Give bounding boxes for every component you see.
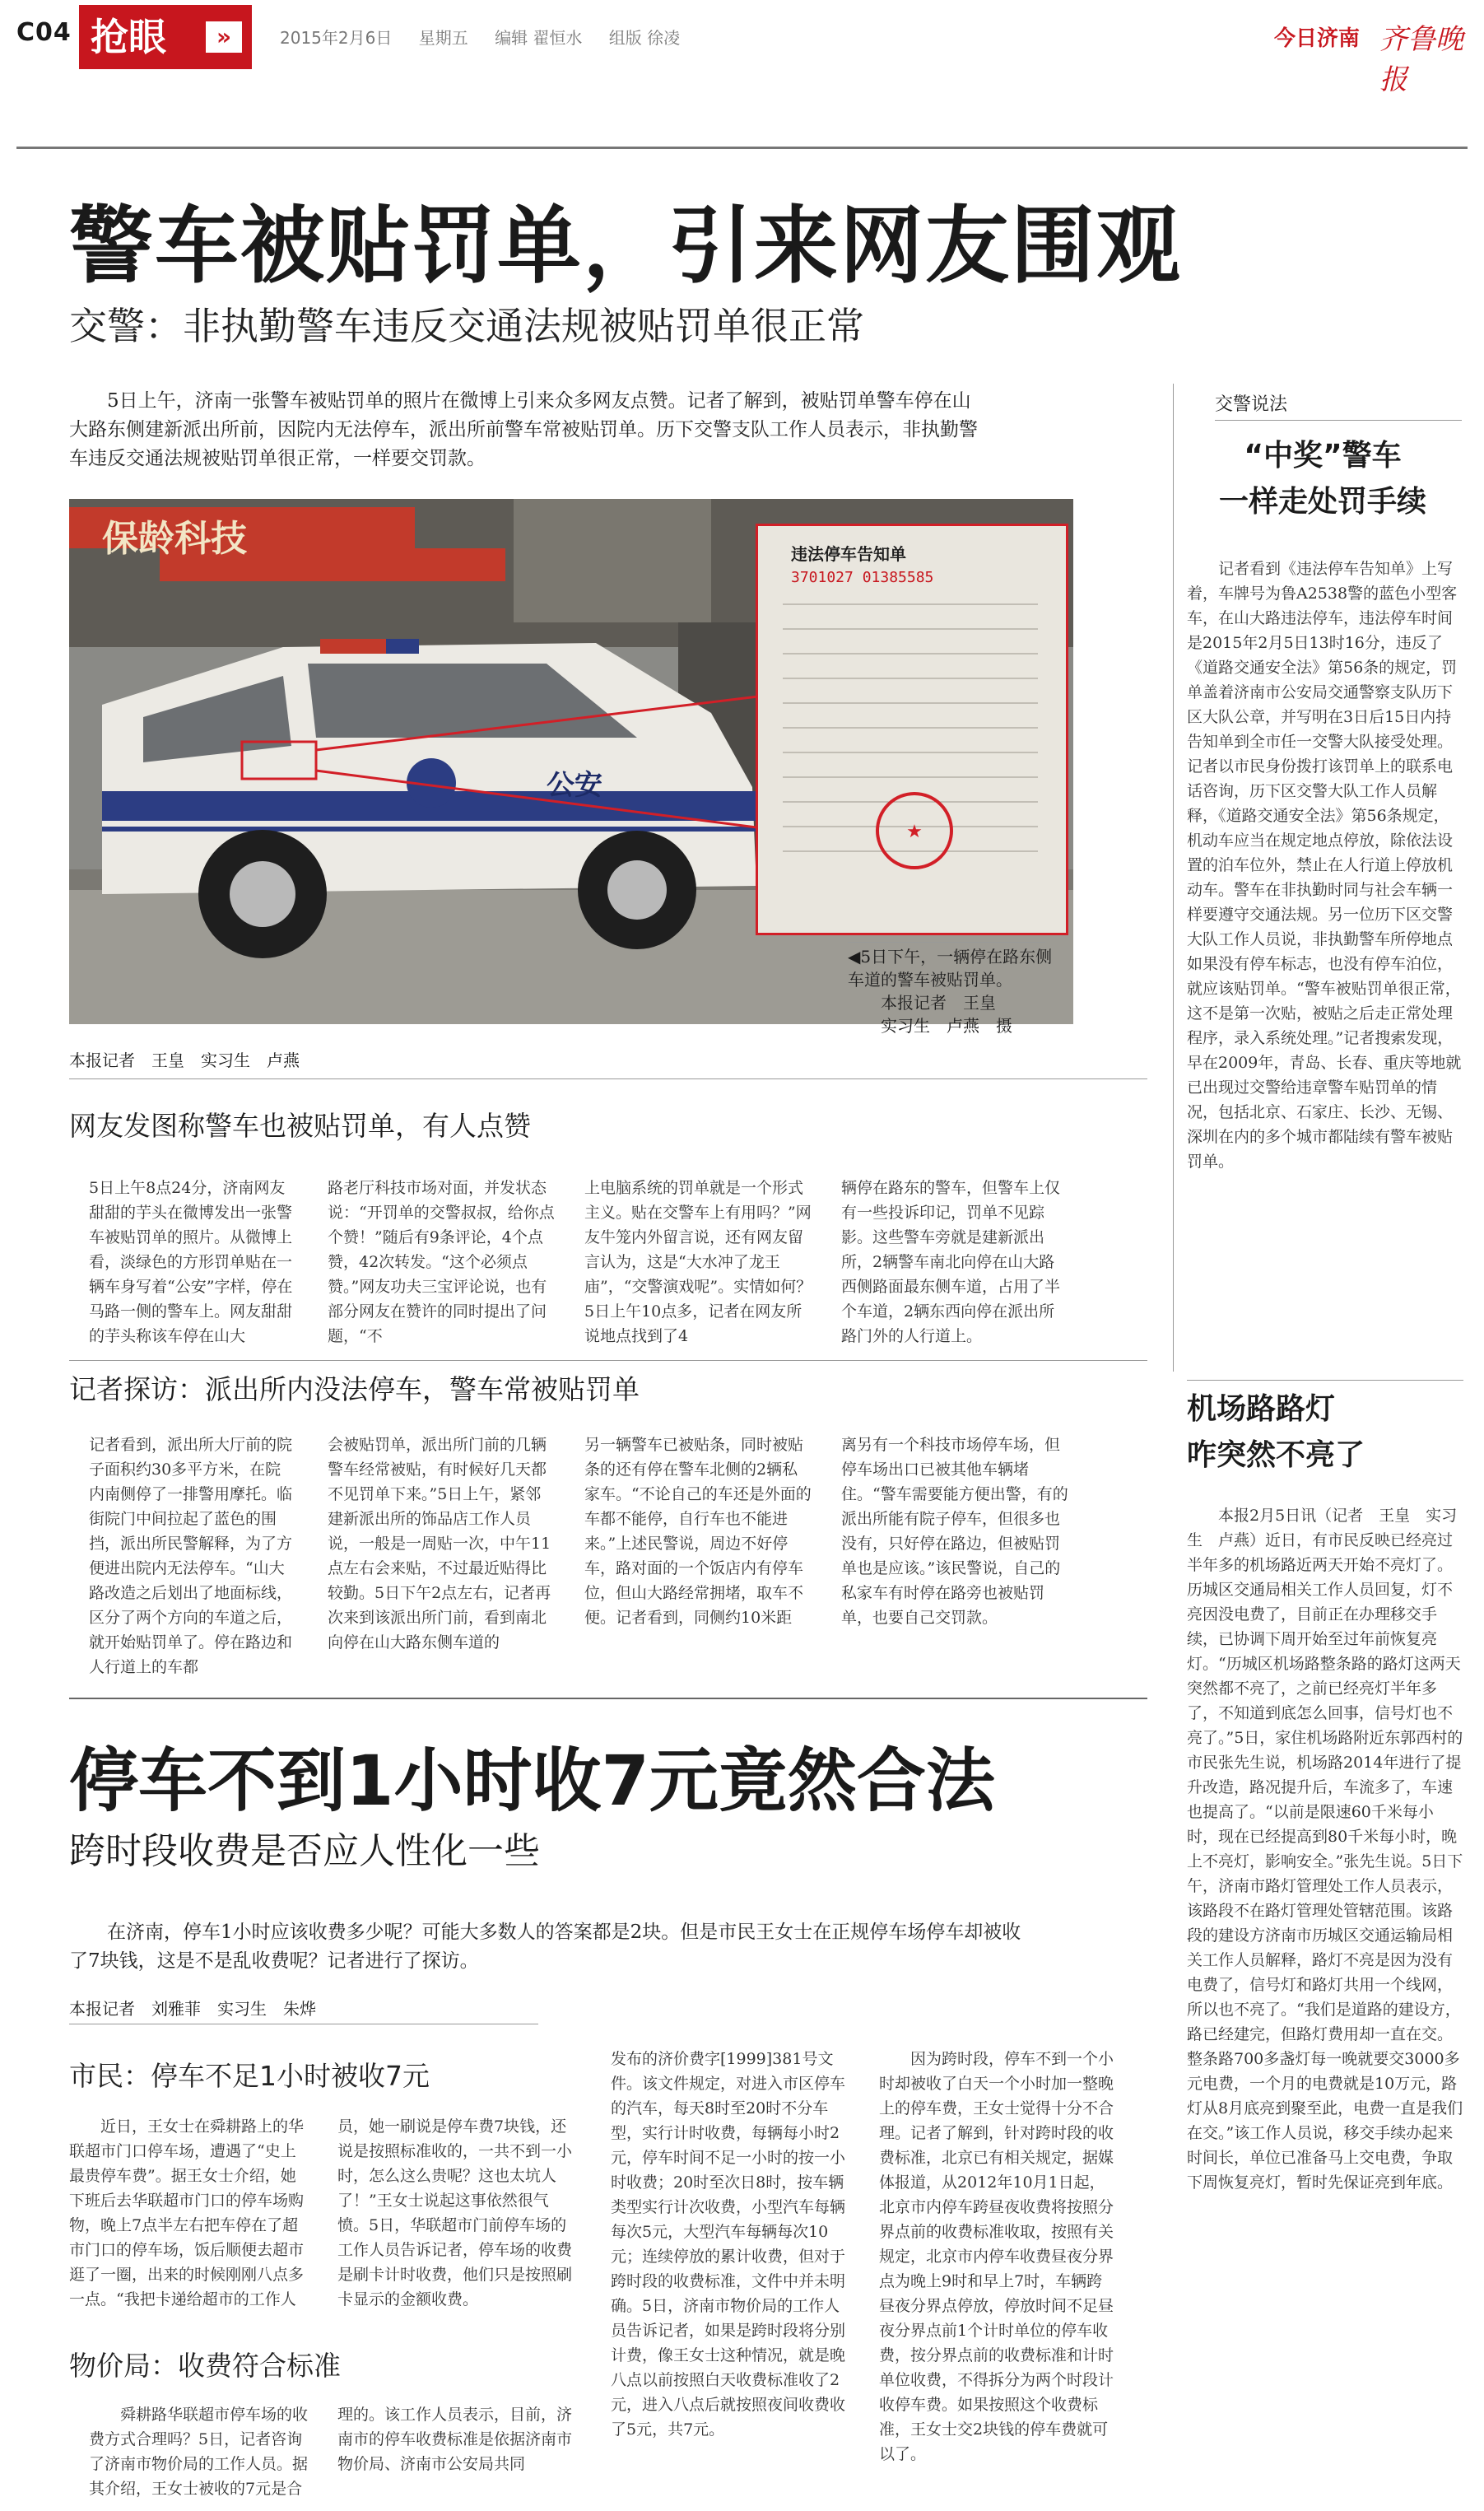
story1-byline: 本报记者 王皇 实习生 卢燕 xyxy=(69,1051,300,1070)
story2-sub2-col2: 理的。该工作人员表示，目前，济南市的停车收费标准是依据济南市物价局、济南市公安局共同 xyxy=(337,2406,573,2473)
section-a-col2: 路老厅科技市场对面，并发状态说：“开罚单的交警叔叔，给你点个赞！”随后有9条评论，4个点赞，42次转发。“这个必须点赞。”网友功夫三宝评论说，也有部分网友在赞许的同时提出了问题，“不 xyxy=(328,1179,555,1345)
layout-credit: 组版 徐凌 xyxy=(608,28,681,48)
van-label: 公安 xyxy=(547,769,602,802)
section-divider xyxy=(69,1360,1147,1361)
story2-headline: 停车不到1小时收7元竟然合法 xyxy=(69,1740,995,1821)
issue-meta xyxy=(280,25,701,49)
sidebar2-headline xyxy=(1187,1386,1434,1479)
story2-top-rule xyxy=(69,1698,1147,1699)
brand-section: 今日济南 xyxy=(1274,26,1361,51)
byline-divider xyxy=(69,1078,1147,1079)
story2-sub2-col1: 舜耕路华联超市停车场的收费方式合理吗？5日，记者咨询了济南市物价局的工作人员。据其介绍，王女士被收的7元是合 xyxy=(89,2406,309,2498)
section-title: 抢眼 xyxy=(91,15,166,59)
sidebar1-headline xyxy=(1187,433,1458,525)
caption-credit-1: 本报记者 王皇 xyxy=(881,993,996,1013)
story2-byline: 本报记者 刘雅菲 实习生 朱烨 xyxy=(69,1999,316,2019)
double-chevron-icon: » xyxy=(206,21,242,53)
sidebar1-tag-rule xyxy=(1215,420,1462,421)
shop-sign: 保龄科技 xyxy=(102,518,247,560)
header-divider xyxy=(16,147,1468,149)
caption-text: 5日下午，一辆停在路东侧车道的警车被贴罚单。 xyxy=(848,947,1053,990)
section-a-title: 网友发图称警车也被贴罚单，有人点赞 xyxy=(69,1110,531,1142)
sidebar1-tag: 交警说法 xyxy=(1215,394,1288,415)
editor-credit: 编辑 翟恒水 xyxy=(495,28,583,48)
section-b-col1: 记者看到，派出所大厅前的院子面积约30多平方米，在院内南侧停了一排警用摩托。临街院门中间拉起了蓝色的围挡，派出所民警解释，为了方便进出院内无法停车。“山大路改造之后划出了地面标线，区分了两个方向的车道之后，就开始贴罚单了。停在路边和人行道上的车都 xyxy=(89,1436,293,1676)
photo-caption xyxy=(848,945,1054,1037)
story2-sub1-title: 市民：停车不足1小时被收7元 xyxy=(69,2060,430,2092)
story2-col4: 因为跨时段，停车不到一个小时却被收了白天一个小时加一整晚上的停车费，王女士觉得十分不合理。记者了解到，针对跨时段的收费标准，北京已有相关规定，据媒体报道，从2012年10月1日起，北京市内停车跨昼夜收费将按照分界点前的收费标准收取，按照有关规定，北京市内停车收费昼夜分界点为晚上9时和早上7时，车辆跨昼夜分界点停放，停放时间不足昼夜分界点前1个计时单位的停车收费，按分界点前的收费标准和计时单位收费，不得拆分为两个时段计收停车费。如果按照这个收费标准，王女士交2块钱的停车费就可以了。 xyxy=(879,2050,1114,2463)
issue-date: 2015年2月6日 xyxy=(280,28,393,48)
sidebar-divider xyxy=(1173,384,1174,1372)
story1-headline: 警车被贴罚单，引来网友围观 xyxy=(69,198,1182,296)
caption-credit-2: 实习生 卢燕 摄 xyxy=(881,1016,1012,1036)
page-number: C04 xyxy=(16,18,72,47)
parking-ticket-closeup xyxy=(756,524,1068,935)
story2-col3: 发布的济价费字[1999]381号文件。该文件规定，对进入市区停车的汽车，每天8时至20时不分车型，实行计时收费，每辆每小时2元，停车时间不足一小时的按一小时收费；20时至次日8时，按车辆类型实行计次收费，小型汽车每辆每次5元，大型汽车每辆每次10元；连续停放的累计收费，但对于跨时段的收费标准，文件中并未明确。5日，济南市物价局的工作人员告诉记者，如果是跨时段将分别计费，像王女士这种情况，就是晚八点以前按照白天收费标准收了2元，进入八点后就按照夜间收费收了5元，共7元。 xyxy=(611,2050,846,2439)
story1-lede: 5日上午，济南一张警车被贴罚单的照片在微博上引来众多网友点赞。记者了解到，被贴罚单警车停在山大路东侧建新派出所前，因院内无法停车，派出所前警车常被贴罚单。历下交警支队工作人员表示，非执勤警车违反交通法规被贴罚单很正常，一样要交罚款。 xyxy=(69,390,978,469)
ticket-number: 3701027 01385585 xyxy=(791,569,934,586)
story2-sub2-title: 物价局：收费符合标准 xyxy=(69,2350,341,2382)
sidebar2-headline-line1: 机场路路灯 xyxy=(1187,1392,1336,1426)
ticket-lines xyxy=(758,526,1066,888)
svg-text:★: ★ xyxy=(906,822,923,842)
story1-subhead: 交警：非执勤警车违反交通法规被贴罚单很正常 xyxy=(69,304,864,348)
sidebar2-top-rule xyxy=(1187,1380,1463,1381)
sidebar2-body: 本报2月5日讯（记者 王皇 实习生 卢燕）近日，有市民反映已经亮过半年多的机场路近两天开始不亮灯了。历城区交通局相关工作人员回复，灯不亮因没电费了，目前正在办理移交手续，已协调下周开始至过年前恢复亮灯。“历城区机场路整条路的路灯这两天突然都不亮了，之前已经亮灯半年多了，不知道到底怎么回事，信号灯也不亮了。”5日，家住机场路附近东郭西村的市民张先生说，机场路2014年进行了提升改造，路况提升后，车流多了，车速也提高了。“以前是限速60千米每小时，现在已经提高到80千米每小时，晚上不亮灯，影响安全。”张先生说。5日下午，济南市路灯管理处工作人员表示，该路段不在路灯管理处管辖范围。该路段的建设方济南市历城区交通运输局相关工作人员解释，路灯不亮是因为没有电费了，信号灯和路灯共用一个线网，所以也不亮了。“我们是道路的建设方，路已经建完，但路灯费用却一直在交。整条路700多盏灯每一晚就要交3000多元电费，一个月的电费就是10万元，路灯从8月底亮到聚至此，电费一直是我们在交。”该工作人员说，移交手续办起来时间长，单位已准备马上交电费，争取下周恢复亮灯，暂时先保证亮到年底。 xyxy=(1187,1507,1463,2192)
sidebar1-headline-line1: “中奖”警车 xyxy=(1244,439,1402,473)
story2-lede: 在济南，停车1小时应该收费多少呢？可能大多数人的答案都是2块。但是市民王女士在正规停车场停车却被收了7块钱，这是不是乱收费呢？记者进行了探访。 xyxy=(69,1922,1021,1972)
newspaper-logo: 齐鲁晚报 xyxy=(1379,23,1463,96)
caption-arrow-icon: ◀ xyxy=(848,947,861,967)
sidebar1-headline-line2: 一样走处罚手续 xyxy=(1218,485,1426,519)
section-b-col2: 会被贴罚单，派出所门前的几辆警车经常被贴，有时候好几天都不见罚单下来。”5日上午，紧邻建新派出所的饰品店工作人员说，一般是一周贴一次，中午11点左右会来贴，不过最近贴得比较勤。5日下午2点左右，记者再次来到该派出所门前，看到南北向停在山大路东侧车道的 xyxy=(328,1436,551,1651)
issue-weekday: 星期五 xyxy=(418,28,468,48)
section-a-col3: 上电脑系统的罚单就是一个形式主义。贴在交警车上有用吗？”网友牛笼内外留言说，还有网友留言认为，这是“大水冲了龙王庙”，“交警演戏呢”。实情如何？5日上午10点多，记者在网友所说地点找到了4 xyxy=(584,1179,812,1345)
story2-sub1-col1: 近日，王女士在舜耕路上的华联超市门口停车场，遭遇了“史上最贵停车费”。据王女士介绍，她下班后去华联超市门口的停车场购物，晚上7点半左右把车停在了超市门口的停车场，饭后顺便去超市逛了一圈，出来的时候刚刚八点多一点。“我把卡递给超市的工作人 xyxy=(69,2117,305,2308)
section-a-col4: 辆停在路东的警车，但警车上仅有一些投诉印记，罚单不见踪影。这些警车旁就是建新派出所，2辆警车南北向停在山大路西侧路面最东侧车道，占用了半个车道，2辆东西向停在派出所路门外的人行道上。 xyxy=(841,1179,1061,1345)
story2-sub1-col2: 员，她一刷说是停车费7块钱，还说是按照标准收的，一共不到一小时，怎么这么贵呢？这也太坑人了！”王女士说起这事依然很气愤。5日，华联超市门前停车场的工作人员告诉记者，停车场的收费是刷卡计时收费，他们只是按照刷卡显示的金额收费。 xyxy=(337,2117,573,2308)
story2-subhead: 跨时段收费是否应人性化一些 xyxy=(69,1830,540,1872)
ticket-title: 违法停车告知单 xyxy=(791,544,906,564)
section-b-col3: 另一辆警车已被贴条，同时被贴条的还有停在警车北侧的2辆私家车。“不论自己的车还是外面的车都不能停，自行车也不能进来。”上述民警说，周边不好停车，路对面的一个饭店内有停车位，但山大路经常拥堵，取车不便。记者看到，同侧约10米距 xyxy=(584,1436,812,1627)
section-a-col1: 5日上午8点24分，济南网友甜甜的芋头在微博发出一张警车被贴罚单的照片。从微博上看，淡绿色的方形罚单贴在一辆车身写着“公安”字样，停在马路一侧的警车上。网友甜甜的芋头称该车停在山大 xyxy=(89,1179,293,1345)
sidebar1-body: 记者看到《违法停车告知单》上写着，车牌号为鲁A2538警的蓝色小型客车，在山大路违法停车，违法停车时间是2015年2月5日13时16分，违反了《道路交通安全法》第56条的规定，罚单盖着济南市公安局交通警察支队历下区大队公章，并写明在3日后15日内持告知单到全市任一交警大队接受处理。记者以市民身份拨打该罚单上的联系电话咨询，历下区交警大队工作人员解释，《道路交通安全法》第56条规定，机动车应当在规定地点停放，除依法设置的泊车位外，禁止在人行道上停放机动车。警车在非执勤时同与社会车辆一样要遵守交通法规。另一位历下区交警大队工作人员说，非执勤警车所停地点如果没有停车标志，也没有停车泊位，就应该贴罚单。“警车被贴罚单很正常，这不是第一次贴，被贴之后走正常处理程序，录入系统处理。”记者搜索发现，早在2009年，青岛、长春、重庆等地就已出现过交警给违章警车贴罚单的情况，包括北京、石家庄、长沙、无锡、深圳在内的多个城市都陆续有警车被贴罚单。 xyxy=(1187,560,1462,1171)
sidebar2-headline-line2: 咋突然不亮了 xyxy=(1187,1438,1365,1472)
section-banner xyxy=(79,5,252,69)
section-b-col4: 离另有一个科技市场停车场，但停车场出口已被其他车辆堵住。“警车需要能方便出警，有的派出所能有院子停车，但很多也没有，只好停在路边，但被贴罚单也是应该。”该民警说，自己的私家车有时停在路旁也被贴罚单，也要自己交罚款。 xyxy=(841,1436,1068,1627)
section-b-title: 记者探访：派出所内没法停车，警车常被贴罚单 xyxy=(69,1373,640,1405)
caption-rule xyxy=(848,942,1045,943)
